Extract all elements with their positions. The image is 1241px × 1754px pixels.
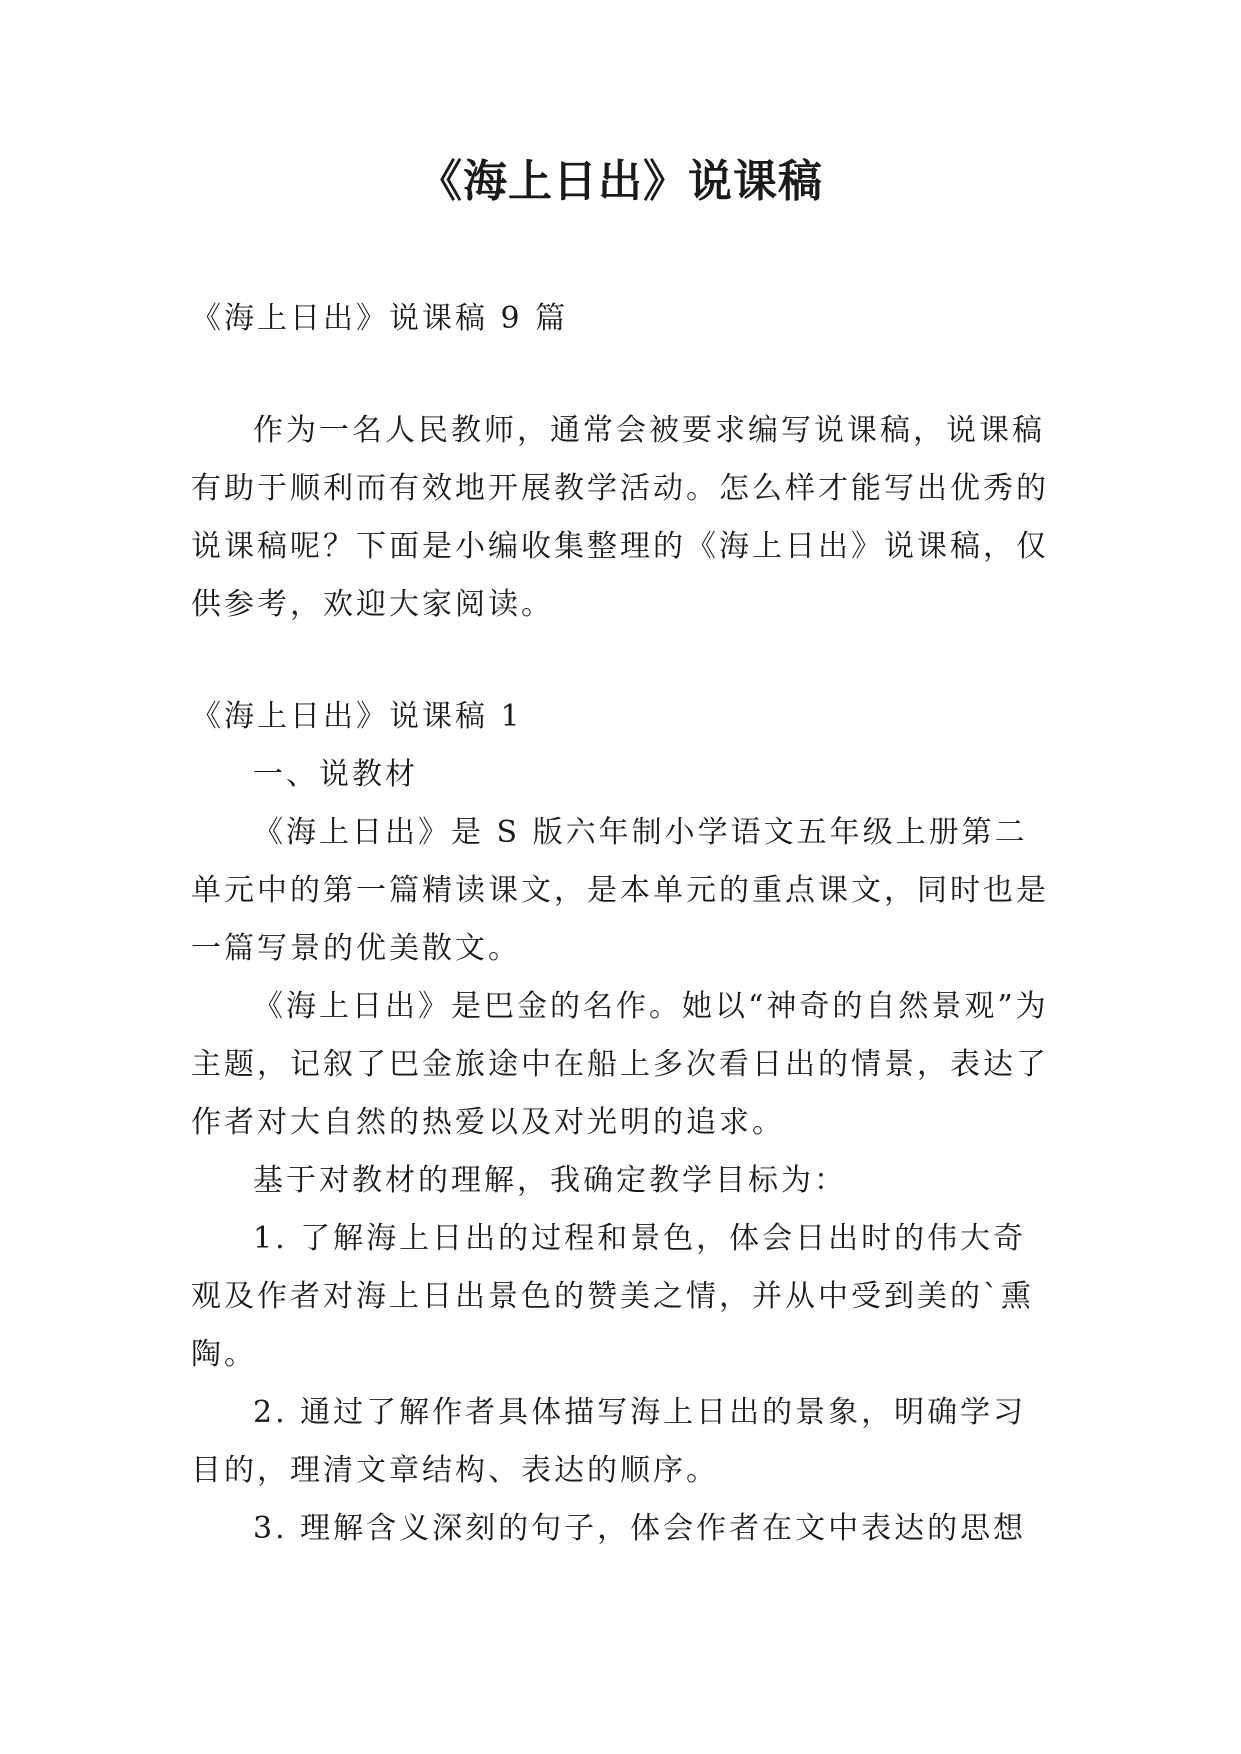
part-heading: 一、说教材 <box>253 757 418 792</box>
document-subtitle: 《海上日出》说课稿 9 篇 <box>191 301 569 336</box>
objective-item: 3. 理解含义深刻的句子，体会作者在文中表达的思想 <box>253 1511 1027 1546</box>
objective-item: 1. 了解海上日出的过程和景色，体会日出时的伟大奇观及作者对海上日出景色的赞美之情，并从中受到美的`熏陶。 <box>191 1221 1034 1372</box>
body-paragraph: 《海上日出》是 S 版六年制小学语文五年级上册第二单元中的第一篇精读课文，是本单元的重点课文，同时也是一篇写景的优美散文。 <box>191 815 1049 966</box>
body-paragraph: 基于对教材的理解，我确定教学目标为： <box>253 1163 847 1198</box>
document-title: 《海上日出》说课稿 <box>418 156 823 207</box>
intro-paragraph: 作为一名人民教师，通常会被要求编写说课稿，说课稿有助于顺利而有效地开展教学活动。怎么样才能写出优秀的说课稿呢？下面是小编收集整理的《海上日出》说课稿，仅供参考，欢迎大家阅读。 <box>191 413 1049 622</box>
body-paragraph: 《海上日出》是巴金的名作。她以“神奇的自然景观”为主题，记叙了巴金旅途中在船上多次看日出的情景，表达了作者对大自然的热爱以及对光明的追求。 <box>191 989 1049 1140</box>
document-body <box>191 290 1057 1558</box>
section-heading: 《海上日出》说课稿 1 <box>191 699 523 734</box>
objective-item: 2. 通过了解作者具体描写海上日出的景象，明确学习目的，理清文章结构、表达的顺序。 <box>191 1395 1027 1488</box>
